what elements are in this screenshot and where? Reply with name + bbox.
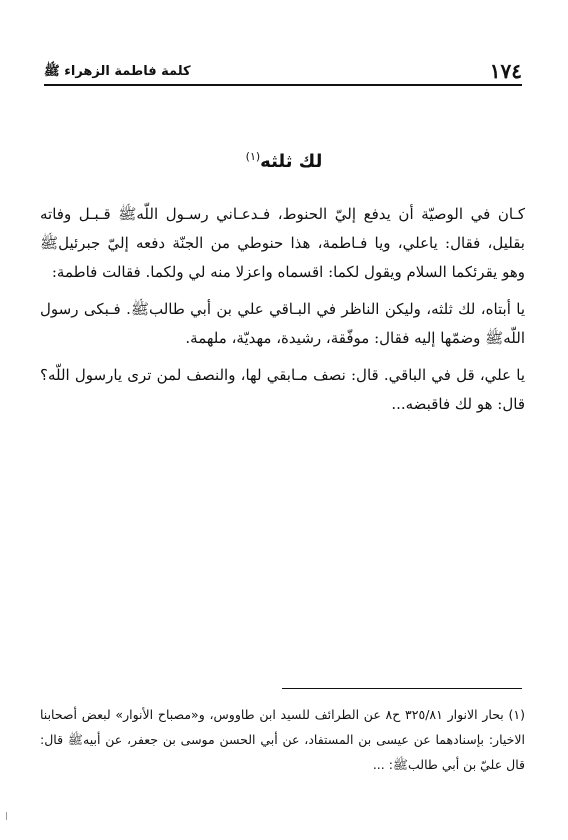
page-edge-mark [6, 812, 10, 820]
footnote-marker: (١) [245, 150, 261, 163]
body-paragraph: يا علي، قل في الباقي. قال: نصف مـابقي لها، والنصف لمن ترى يارسول اللّه؟قال: هو لك فاقبضه... [40, 366, 525, 413]
section-title-text: لك ثلثه [260, 151, 323, 172]
body-text [40, 200, 525, 427]
section-heading [0, 145, 568, 174]
footnotes [40, 702, 525, 777]
footnote-text: (١) بحار الانوار ٣٢٥/٨١ ح٨ عن الطرائف للسيد ابن طاووس، و«مصباح الأنوار» لبعض أصحابنا الاخيار: بإسنادهما عن عيسى بن المستفاد، عن أبي الحسن موسى بن جعفر، عن أبيهﷺ قال: قال عليّ بن أبي طالبﷺ: ... [40, 707, 525, 772]
page-header [44, 60, 522, 86]
footnote-divider [282, 688, 522, 689]
body-paragraph: كـان في الوصيّة أن يدفع إليّ الحنوط، فـدعـاني رسـول اللّهﷺ قـبـل وفاته بقليل، فقال: ياعلي، ويا فـاطمة، هذا حنوطي من الجنّة دفعه إليّ جبرئيلﷺ وهو يقرئكما السلام ويقول لكما: اقسماه واعزلا منه لي ولكما. فقالت فاطمة: [40, 205, 525, 281]
page-number: ١٧٤ [489, 59, 522, 83]
running-title: كلمة فاطمة الزهراء ﷺ [44, 64, 191, 79]
body-paragraph: يا أبتاه، لك ثلثه، وليكن الناظر في البـاقي علي بن أبي طالبﷺ. فـبكى رسول اللّهﷺ وضمّها إليه فقال: موفّقة، رشيدة، مهديّة، ملهمة. [40, 300, 525, 347]
